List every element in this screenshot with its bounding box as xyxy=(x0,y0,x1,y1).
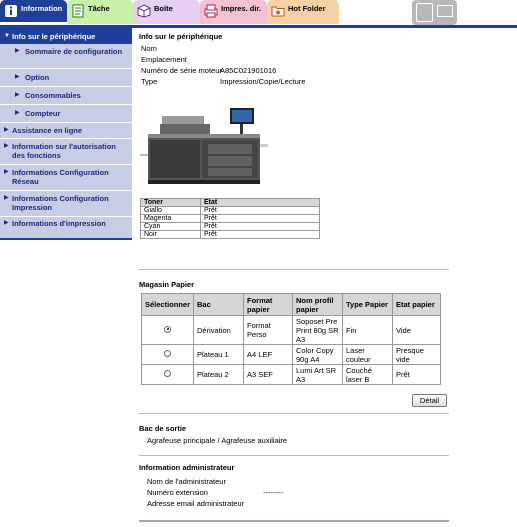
column-header: Etat xyxy=(201,199,320,207)
table-row xyxy=(141,207,320,215)
toner-status: Prêt xyxy=(201,231,320,239)
select-cell xyxy=(142,365,194,385)
paper-tray-title: Magasin Papier xyxy=(139,280,195,289)
sidebar-bottom-bar xyxy=(0,238,132,240)
toner-color: Magenta xyxy=(141,215,201,223)
tray-status: Vide xyxy=(393,316,441,345)
sidebar-item-consumables[interactable]: ▶ Consommables xyxy=(15,91,81,100)
column-header: Toner xyxy=(141,199,201,207)
tray-format: A3 SEF xyxy=(244,365,293,385)
sidebar xyxy=(0,28,132,240)
utility-buttons xyxy=(412,0,457,25)
toner-status: Prêt xyxy=(201,215,320,223)
tab-boite[interactable] xyxy=(133,0,200,24)
divider xyxy=(139,269,449,270)
sidebar-item-label: Info sur le périphérique xyxy=(12,32,96,41)
sidebar-item-online-help[interactable]: ▶ Assistance en ligne xyxy=(4,126,83,135)
sidebar-item-option[interactable]: ▶ Option xyxy=(15,73,50,82)
tray-profile: Lumi Art SR A3 xyxy=(293,365,343,385)
sidebar-item-label: Consommables xyxy=(25,91,81,100)
serial-label: Numéro de série moteur xyxy=(141,66,222,75)
sidebar-item-print-info[interactable]: ▶ Informations d'impression xyxy=(4,219,106,228)
tab-hot-folder-label: Hot Folder xyxy=(288,4,326,13)
type-label: Type xyxy=(141,77,158,86)
column-header: Bac xyxy=(194,294,244,316)
sidebar-item-device-info[interactable]: ▼ Info sur le périphérique xyxy=(0,28,132,44)
sidebar-item-network-config[interactable]: ▶ Informations Configuration Réseau xyxy=(0,165,132,189)
toner-color: Giallo xyxy=(141,207,201,215)
sidebar-item-label: Informations Configuration Impression xyxy=(12,194,109,212)
table-row xyxy=(141,215,320,223)
divider xyxy=(139,413,449,414)
table-header-row xyxy=(142,294,441,316)
sidebar-item-label: Compteur xyxy=(25,109,61,118)
divider xyxy=(139,455,449,456)
serial-value: A85C021901016 xyxy=(220,66,277,75)
tray-bac: Dérivation xyxy=(194,316,244,345)
column-header: Nom profil papier xyxy=(293,294,343,316)
sidebar-item-function-auth[interactable]: ▶ Information sur l'autorisation des fonctions xyxy=(0,139,132,163)
tab-impres-dir[interactable] xyxy=(200,0,267,24)
tray-select-radio[interactable] xyxy=(164,350,171,357)
location-label: Emplacement xyxy=(141,55,187,64)
tab-boite-label: Boîte xyxy=(154,4,173,13)
printer-image xyxy=(140,96,270,188)
tray-type: Couché laser B xyxy=(343,365,393,385)
sidebar-item-config-summary[interactable]: ▶ Sommaire de configuration xyxy=(0,45,132,67)
tray-format: A4 LEF xyxy=(244,345,293,365)
admin-ext-label: Numéro extension xyxy=(147,488,208,497)
top-tab-bar xyxy=(0,0,517,25)
column-header: Sélectionner xyxy=(142,294,194,316)
info-icon xyxy=(4,4,18,18)
toner-status: Prêt xyxy=(201,207,320,215)
box-icon xyxy=(137,4,151,18)
direct-print-icon xyxy=(204,4,218,18)
device-info-title: Info sur le périphérique xyxy=(139,32,223,41)
sidebar-item-label: Option xyxy=(25,73,50,82)
tray-profile: Soposet Pre Print 80g SR A3 xyxy=(293,316,343,345)
sidebar-item-counter[interactable]: ▶ Compteur xyxy=(15,109,61,118)
job-icon xyxy=(71,4,85,18)
table-row xyxy=(141,223,320,231)
sidebar-item-label: Informations Configuration Réseau xyxy=(12,168,109,186)
tab-tache[interactable] xyxy=(67,0,133,24)
output-tray-title: Bac de sortie xyxy=(139,424,187,433)
admin-email-label: Adresse email administrateur xyxy=(147,499,245,508)
toner-color: Noir xyxy=(141,231,201,239)
footer-divider xyxy=(139,520,449,522)
sidebar-item-label: Informations d'impression xyxy=(12,219,106,228)
tab-information-label: Information xyxy=(21,4,63,13)
name-label: Nom xyxy=(141,44,157,53)
toner-table xyxy=(140,198,320,239)
device-settings-icon[interactable] xyxy=(416,3,433,22)
table-header-row xyxy=(141,199,320,207)
paper-tray-table xyxy=(141,293,441,385)
select-cell xyxy=(142,345,194,365)
tray-bac: Plateau 1 xyxy=(194,345,244,365)
tab-tache-label: Tâche xyxy=(88,4,110,13)
tray-type: Laser couleur xyxy=(343,345,393,365)
tray-type: Fin xyxy=(343,316,393,345)
sidebar-item-print-config[interactable]: ▶ Informations Configuration Impression xyxy=(0,191,132,215)
table-row xyxy=(142,316,441,345)
tab-impres-dir-label: Impres. dir. xyxy=(221,4,262,13)
select-cell xyxy=(142,316,194,345)
output-tray-value: Agrafeuse principale / Agrafeuse auxiliaire xyxy=(147,436,288,445)
tab-hot-folder[interactable] xyxy=(267,0,339,24)
table-row xyxy=(142,345,441,365)
column-header: Etat papier xyxy=(393,294,441,316)
column-header: Type Papier xyxy=(343,294,393,316)
sidebar-item-label: Sommaire de configuration xyxy=(25,47,123,56)
folder-icon xyxy=(271,4,285,18)
table-row xyxy=(141,231,320,239)
admin-info-title: Information administrateur xyxy=(139,463,235,472)
display-icon[interactable] xyxy=(437,5,453,17)
column-header: Format papier xyxy=(244,294,293,316)
tray-format: Format Perso xyxy=(244,316,293,345)
toner-color: Cyan xyxy=(141,223,201,231)
type-value: Impression/Copie/Lecture xyxy=(220,77,306,86)
tray-status: Presque vide xyxy=(393,345,441,365)
table-row xyxy=(142,365,441,385)
detail-button[interactable]: Détail xyxy=(412,394,447,407)
tray-bac: Plateau 2 xyxy=(194,365,244,385)
tray-status: Prêt xyxy=(393,365,441,385)
admin-ext-value: -------- xyxy=(263,488,283,497)
tray-select-radio[interactable] xyxy=(164,370,171,377)
tab-information[interactable] xyxy=(0,0,67,24)
admin-name-label: Nom de l'administrateur xyxy=(147,477,226,486)
sidebar-item-label: Assistance en ligne xyxy=(12,126,83,135)
tray-profile: Color Copy 90g A4 xyxy=(293,345,343,365)
sidebar-item-label: Information sur l'autorisation des fonctions xyxy=(12,142,116,160)
tray-select-radio[interactable] xyxy=(164,326,171,333)
toner-status: Prêt xyxy=(201,223,320,231)
